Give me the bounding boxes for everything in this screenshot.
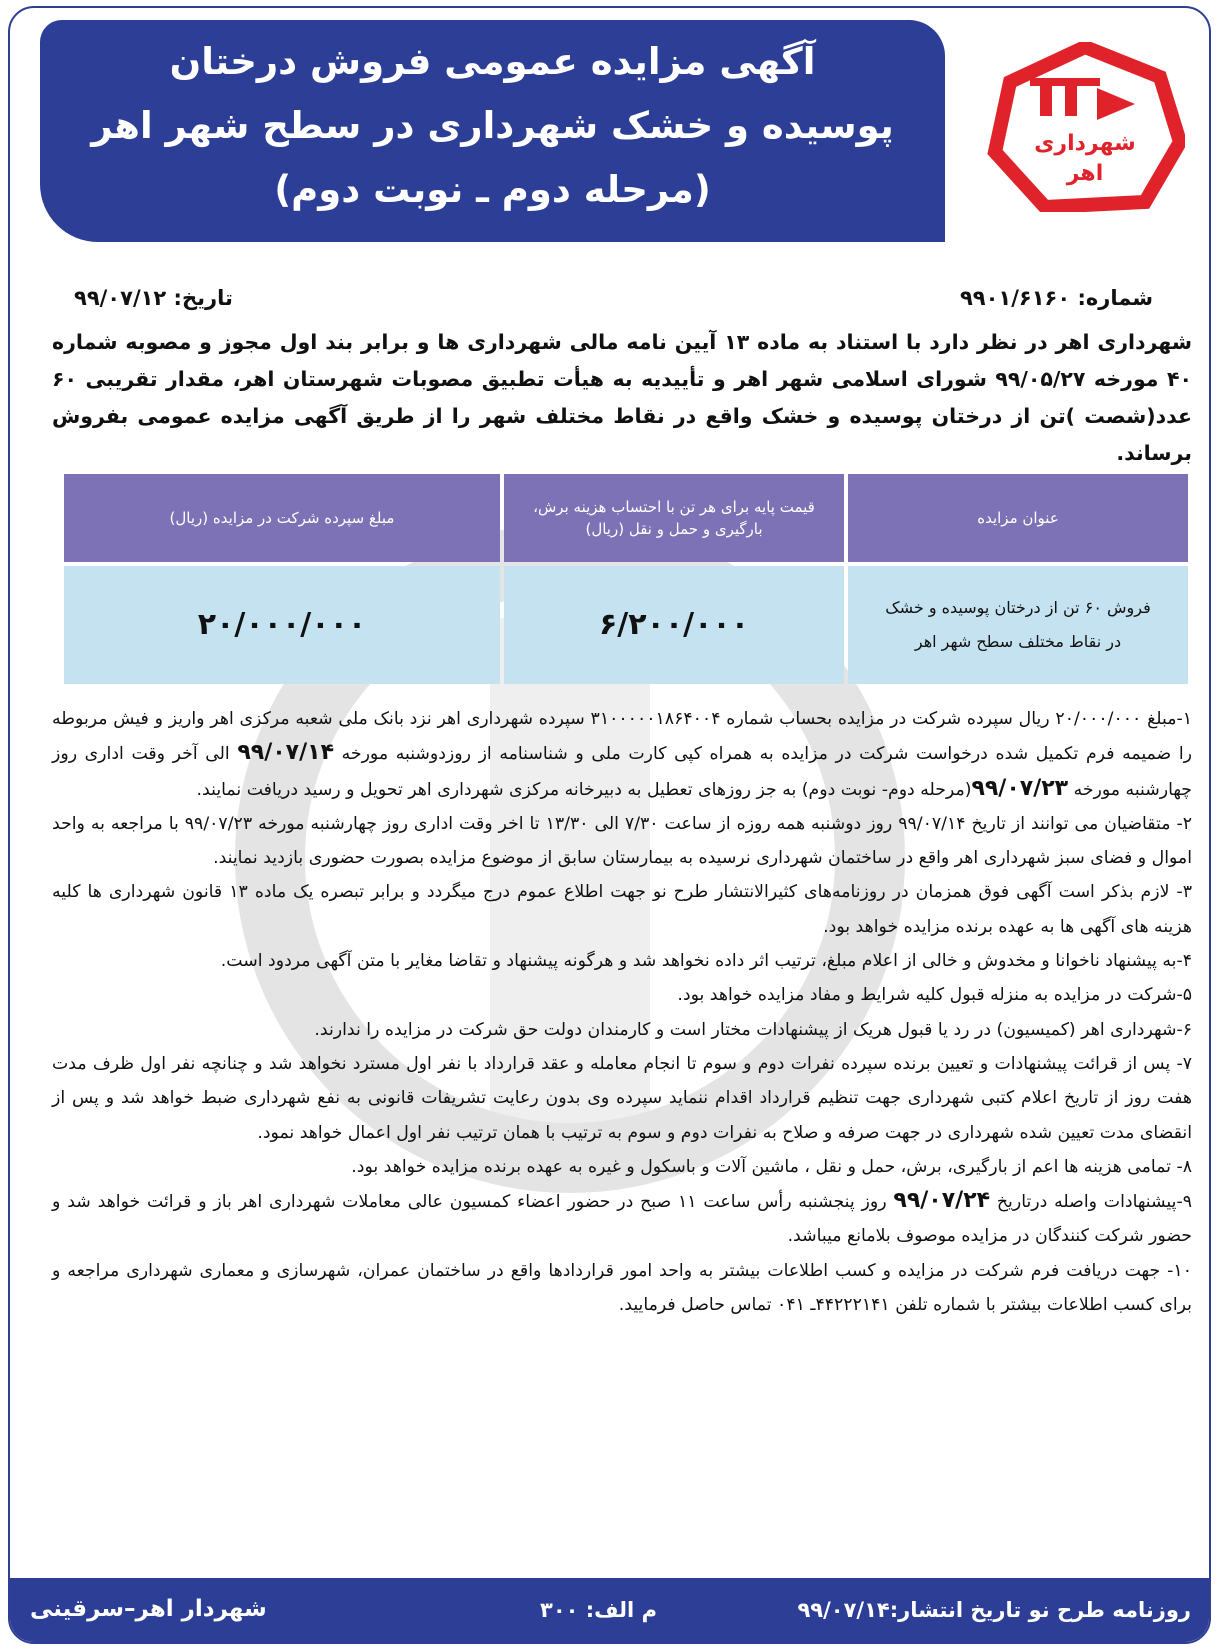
notice-date: تاریخ: ۹۹/۰۷/۱۲ [74,286,233,310]
footer-newspaper: روزنامه طرح نو تاریخ انتشار:۹۹/۰۷/۱۴ [797,1598,1191,1622]
clause-1-part-b: الی آخر وقت اداری روز چهارشنبه مورخه [52,744,1192,800]
clause-4: ۴-به پیشنهاد ناخوانا و مخدوش و خالی از اعلام مبلغ، ترتیب اثر داده نخواهد شد و هرگونه پیشنهاد و تقاضا مغایر با متن آگهی مردود است. [220,951,1192,972]
clause-3: ۳- لازم بذکر است آگهی فوق همزمان در روزنامه‌های کثیرالانتشار طرح نو جهت اطلاع عموم درج میگردد و برابر تبصره یک ماده ۱۳ قانون شهرداری ها کلیه هزینه های آگهی ها به عهده برنده مزایده خواهد بود. [52,882,1193,937]
clause-1-part-a: ۱-مبلغ ۲۰/۰۰۰/۰۰۰ ریال سپرده شرکت در مزایده بحساب شماره ۳۱۰۰۰۰۰۱۸۶۴۰۰۴ سپرده شهرداری اهر نزد بانک ملی شعبه مرکزی اهر واریز و فیش مربوطه را ضمیمه فرم تکمیل شده درخواست شرکت در مزایده به همراه کپی کارت ملی و شناسنامه از روزدوشنبه مورخه [52,709,1192,765]
clause-1-part-c: (مرحله دوم- نوبت دوم) به جز روزهای تعطیل به دبیرخانه مرکزی شهرداری اهر تحویل و رسید دریافت نمایند. [196,779,972,800]
footer-signature: شهردار اهر–سرقینی [30,1596,267,1622]
clause-9 [52,1184,1192,1254]
cell-title-line-1: فروش ۶۰ تن از درختان پوسیده و خشک [885,598,1151,617]
col-price-header-line-1: قیمت پایه برای هر تن با احتساب هزینه برش، [533,498,815,516]
title-banner [40,20,945,242]
clause-1-date-1: ۹۹/۰۷/۱۴ [237,740,334,766]
col-title-header: عنوان مزایده [848,474,1188,562]
clause-10: ۱۰- جهت دریافت فرم شرکت در مزایده و کسب اطلاعات بیشتر به واحد امور قراردادها واقع در ساختمان عمران، شهرسازی و معماری شهرداری مراجعه و برای کسب اطلاعات بیشتر با شماره تلفن ۴۴۲۲۲۱۴۱ـ ۰۴۱ تماس حاصل فرمایید. [52,1260,1192,1316]
conditions-list [52,702,1192,1322]
title-line-3: (مرحله دوم ـ نوبت دوم) [274,168,711,211]
notice-frame [8,6,1211,1644]
cell-title [848,566,1188,684]
clause-9-part-a: ۹-پیشنهادات واصله درتاریخ [990,1192,1192,1213]
col-deposit-header: مبلغ سپرده شرکت در مزایده (ریال) [64,474,500,562]
clause-2: ۲- متقاضیان می توانند از تاریخ ۹۹/۰۷/۱۴ روز دوشنبه همه روزه از ساعت ۷/۳۰ الی ۱۳/۳۰ تا اخر وقت اداری روز چهارشنبه مورخه ۹۹/۰۷/۲۳ با مراجعه به واحد اموال و فضای سبز شهرداری اهر واقع در ساختمان شهرداری نرسیده به بیمارستان سابق از موضوع مزایده بصورت حضوری بازدید نمایند. [52,813,1192,869]
logo-text-1: شهرداری [1034,131,1136,156]
cell-title-line-2: در نقاط مختلف سطح شهر اهر [914,632,1122,651]
clause-9-date: ۹۹/۰۷/۲۴ [893,1188,991,1214]
notice-number: شماره: ۹۹۰۱/۶۱۶۰ [959,286,1153,310]
auction-table [60,470,1192,688]
clause-5: ۵-شرکت در مزایده به منزله قبول کلیه شرایط و مفاد مزایده خواهد بود. [677,985,1192,1006]
clause-8: ۸- تمامی هزینه ها اعم از بارگیری، برش، حمل و نقل ، ماشین آلات و باسکول و غیره به عهده برنده مزایده خواهد بود. [351,1156,1192,1177]
title-line-2: پوسیده و خشک شهرداری در سطح شهر اهر [91,104,894,147]
cell-price: ۶/۲۰۰/۰۰۰ [504,566,844,684]
footer-code: م الف: ۳۰۰ [540,1598,657,1622]
col-price-header-line-2: بارگیری و حمل و نقل (ریال) [585,520,763,538]
footer-bar [10,1578,1209,1644]
clause-7: ۷- پس از قرائت پیشنهادات و تعیین برنده سپرده نفرات دوم و سوم تا انجام معامله و عقد قرارداد با نفر اول مسترد نخواهد شد و چنانچه نفر اول ظرف مدت هفت روز از تاریخ اعلام کتبی شهرداری جهت تنظیم قرارداد اقدام ننماید سپرده وی بدون رعایت تشریفات قانونی به نفع شهرداری ضبط خواهد شد و پس از انقضای مدت تعیین شده شهرداری در جهت صرفه و صلاح به نفرات دوم و سوم به ترتیب با همان ترتیب نفر اول اعمال خواهد نمود. [52,1053,1192,1143]
clause-9-part-b: روز پنجشنبه رأس ساعت ۱۱ صبح در حضور اعضاء کمسیون عالی معاملات شهرداری اهر باز و قرائت خواهد شد و حضور شرکت کنندگان در مزایده موصوف بلامانع میباشد. [52,1192,1192,1247]
intro-paragraph: شهرداری اهر در نظر دارد با استناد به ماده ۱۳ آیین نامه مالی شهرداری ها و برابر بند اول مجوز و مصوبه شماره ۴۰ مورخه ۹۹/۰۵/۲۷ شورای اسلامی شهر اهر و تأییدیه به هیأت تطبیق مصوبات شهرستان اهر، مقدار تقریبی ۶۰ عدد(شصت )تن از درختان پوسیده و خشک واقع در نقاط مختلف شهر را از طریق آگهی مزایده عمومی بفروش برساند. [52,330,1193,465]
col-price-header [504,474,844,562]
clause-6: ۶-شهرداری اهر (کمیسیون) در رد یا قبول هریک از پیشنهادات مختار است و کارمندان دولت حق شرکت در مزایده را ندارند. [314,1019,1192,1040]
logo-text-2: اهر [1066,161,1104,186]
cell-deposit: ۲۰/۰۰۰/۰۰۰ [64,566,500,684]
title-line-1: آگهی مزایده عمومی فروش درختان [169,40,816,83]
clause-1-date-2: ۹۹/۰۷/۲۳ [971,775,1069,801]
clause-1 [52,702,1192,807]
table-header-row [64,474,1188,562]
municipality-logo [985,42,1185,212]
table-row [64,566,1188,684]
